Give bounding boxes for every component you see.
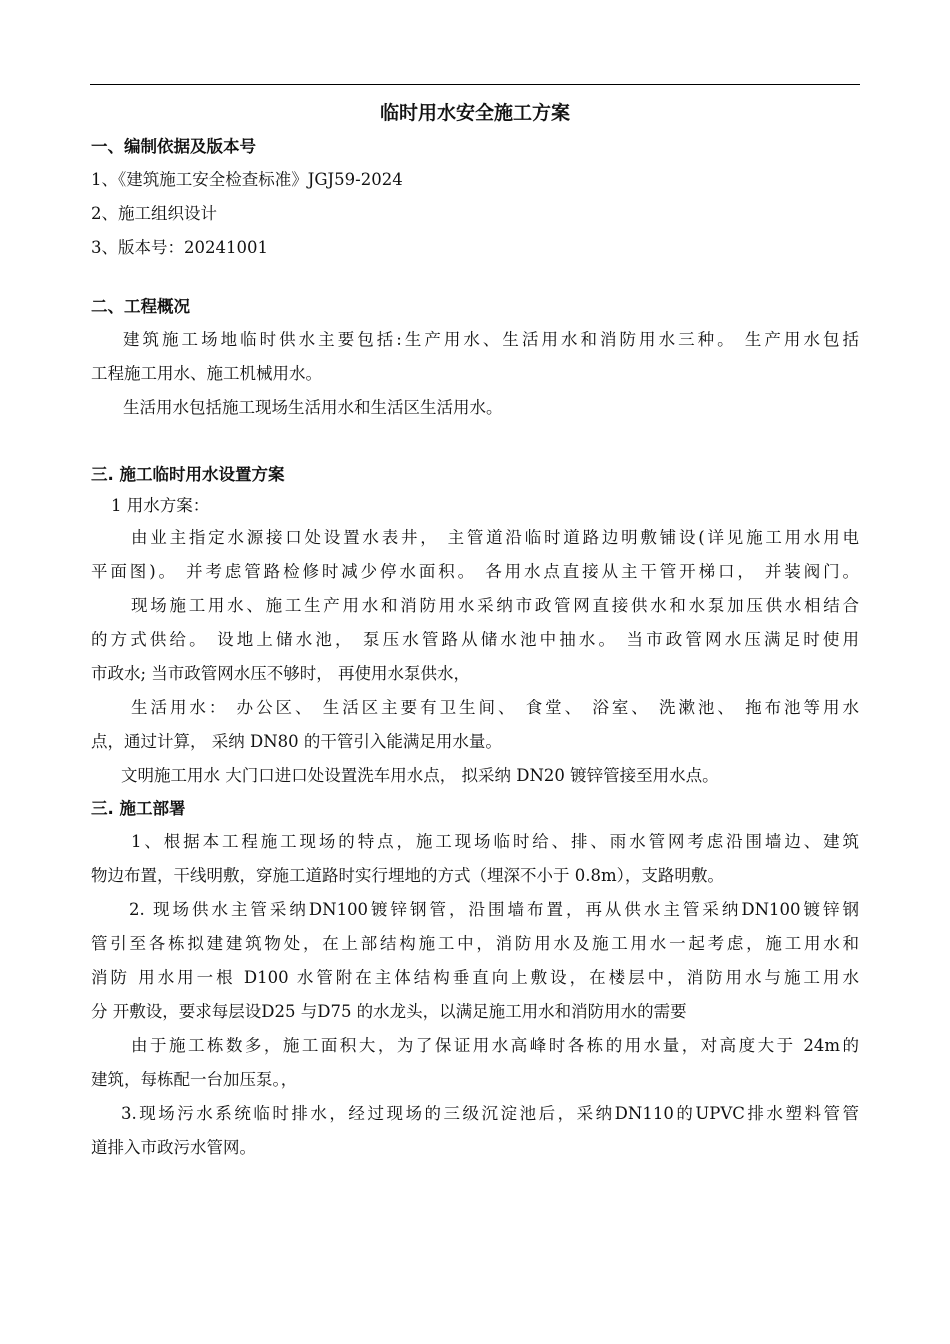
paragraph-line: 1、《建筑施工安全检查标准》JGJ59-2024 [91,170,403,189]
paragraph-line: 3、版本号：20241001 [91,238,268,257]
paragraph-line: 点，通过计算， 采纳 DN80 的干管引入能满足用水量。 [91,732,502,751]
paragraph-line: 道排入市政污水管网。 [91,1138,256,1157]
paragraph-line: 消防 用水用一根 D100 水管附在主体结构垂直向上敷设，在楼层中，消防用水与施工用水 [91,968,859,987]
paragraph-line: 生活用水： 办公区、 生活区主要有卫生间、 食堂、 浴室、 洗漱池、 拖布池等用水 [131,698,859,717]
paragraph-line: 1 用水方案： [111,496,210,515]
paragraph-line: 文明施工用水 大门口进口处设置洗车用水点， 拟采纳 DN20 镀锌管接至用水点。 [121,766,719,785]
paragraph-line: 由业主指定水源接口处设置水表井， 主管道沿临时道路边明敷铺设(详见施工用水用电 [131,528,859,547]
paragraph-line: 1、根据本工程施工现场的特点，施工现场临时给、排、雨水管网考虑沿围墙边、建筑 [131,832,859,851]
paragraph-line: 现场施工用水、施工生产用水和消防用水采纳市政管网直接供水和水泵加压供水相结合 [131,596,859,615]
header-rule [90,84,860,85]
paragraph-line: 2、施工组织设计 [91,204,217,223]
section-heading: 三. 施工临时用水设置方案 [91,465,285,484]
document-title: 临时用水安全施工方案 [379,102,570,124]
paragraph-line: 2. 现场供水主管采纳DN100镀锌钢管，沿围墙布置，再从供水主管采纳DN100镀锌钢 [129,900,859,919]
paragraph-line: 分 开敷设，要求每层设D25 与D75 的水龙头，以满足施工用水和消防用水的需要 [91,1002,687,1021]
paragraph-line: 平面图)。 并考虑管路检修时减少停水面积。 各用水点直接从主干管开梯口， 并装阀门。 [91,562,859,581]
paragraph-line: 的方式供给。 设地上储水池， 泵压水管路从储水池中抽水。 当市政管网水压满足时使用 [91,630,859,649]
paragraph-line: 建筑，每栋配一台加压泵。， [91,1070,298,1089]
paragraph-line: 管引至各栋拟建建筑物处，在上部结构施工中，消防用水及施工用水一起考虑，施工用水和 [91,934,859,953]
paragraph-line: 3.现场污水系统临时排水，经过现场的三级沉淀池后，采纳DN110的UPVC排水塑料管管 [121,1104,859,1123]
document-body [91,131,859,1165]
paragraph-line: 建筑施工场地临时供水主要包括:生产用水、生活用水和消防用水三种。 生产用水包括 [123,330,859,349]
paragraph-line: 工程施工用水、施工机械用水。 [91,364,322,383]
paragraph-line: 生活用水包括施工现场生活用水和生活区生活用水。 [123,398,503,417]
paragraph-line: 市政水; 当市政管网水压不够时， 再使用水泵供水， [91,664,471,683]
paragraph-line: 由于施工栋数多，施工面积大，为了保证用水高峰时各栋的用水量，对高度大于 24m的 [131,1036,859,1055]
section-heading: 三. 施工部署 [91,799,186,818]
section-heading: 一、编制依据及版本号 [91,137,256,156]
paragraph-line: 物边布置，干线明敷，穿施工道路时实行埋地的方式（埋深不小于 0.8m），支路明敷。 [91,866,724,885]
section-heading: 二、工程概况 [91,297,190,316]
